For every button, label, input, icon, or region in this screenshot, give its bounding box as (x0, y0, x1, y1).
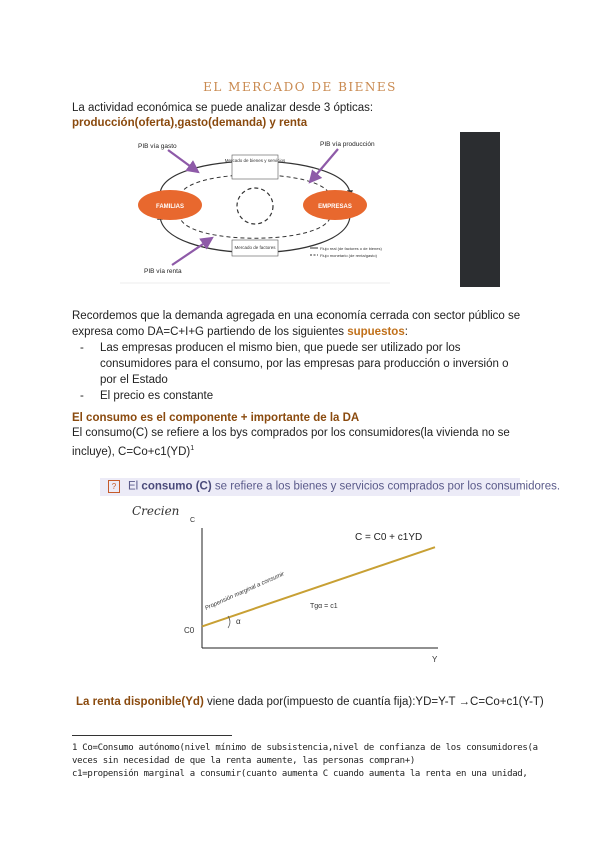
consumo-def-text: El consumo(C) se refiere a los bys comprados por los consumidores(la vivienda no se incluye), C=Co+c1(YD) (72, 427, 510, 458)
consumption-chart (120, 500, 460, 670)
chart-annotation: Propensión marginal a consumir (204, 571, 286, 612)
supuestos-emph: supuestos (347, 326, 405, 338)
pib-renta-label: PIB vía renta (144, 268, 182, 275)
renta-line (76, 694, 544, 710)
intro-text: La actividad económica se puede analizar desde 3 ópticas: (72, 102, 374, 114)
da-text: Recordemos que la demanda agregada en una economía cerrada con sector público se expresa como DA=C+I+G partiendo de los siguientes (72, 310, 521, 338)
consumption-line (202, 547, 435, 626)
consumo-definition (72, 425, 527, 460)
renta-bold: La renta disponible(Yd) (76, 696, 204, 708)
hl-pre: El (128, 480, 142, 493)
footnote-rule (72, 735, 232, 736)
familias-label: FAMILIAS (156, 204, 184, 210)
handwritten-title: Crecien (132, 504, 180, 518)
footnote-line-3: c1=propensión marginal a consumir(cuanto aumenta C cuando aumenta la renta en una unidad, (72, 769, 528, 779)
legend-monetario: Flujo monetario (de renta/gasto) (320, 253, 377, 258)
highlight-sentence (108, 480, 560, 493)
da-colon: : (404, 326, 408, 338)
assumption-item: - El precio es constante (72, 388, 527, 404)
circular-flow-diagram (120, 130, 390, 285)
assumptions-list (72, 340, 527, 404)
mercado-factores-label: Mercado de factores (234, 245, 276, 250)
intro-optics: producción(oferta),gasto(demanda) y renta (72, 117, 308, 129)
pib-gasto-label: PIB vía gasto (138, 143, 177, 150)
mercado-bienes-label: Mercado de bienes y servicios (224, 158, 286, 163)
hl-post: se refiere a los bienes y servicios comprados por los consumidores. (211, 480, 561, 493)
footnote-ref[interactable]: 1 (190, 445, 195, 452)
renta-text: viene dada por(impuesto de cuantía fija):YD=Y-T →C=Co+c1(Y-T) (203, 696, 544, 708)
pib-produccion-label: PIB vía producción (320, 141, 375, 148)
page-title: EL MERCADO DE BIENES (203, 80, 397, 94)
empresas-label: EMPRESAS (318, 204, 352, 210)
note-icon: ? (108, 480, 120, 493)
equation-label: C = C0 + c1YD (355, 532, 423, 543)
y-axis-label: C (190, 517, 196, 524)
legend-real: Flujo real (de factores o de bienes) (320, 246, 382, 251)
slope-label: Tgα = c1 (310, 603, 338, 610)
hl-bold: consumo (C) (141, 480, 212, 493)
footnote-line-1: 1 Co=Consumo autónomo(nivel mínimo de subsistencia,nivel de confianza de los consumidores(a (72, 743, 538, 753)
consumo-heading: El consumo es el componente + importante de la DA (72, 412, 360, 424)
dark-side-panel (460, 132, 500, 287)
footnote-line-2: veces sin necesidad de que la renta aumente, las personas compran+) (72, 756, 415, 766)
origin-label: C0 (184, 626, 195, 635)
angle-label: α (236, 617, 241, 626)
assumption-item: - Las empresas producen el mismo bien, que puede ser utilizado por los consumidores para el consumo, por las empresas para producción o inversión o por el Estado (72, 340, 527, 388)
da-paragraph (72, 308, 527, 340)
x-axis-label: Y (432, 655, 438, 664)
